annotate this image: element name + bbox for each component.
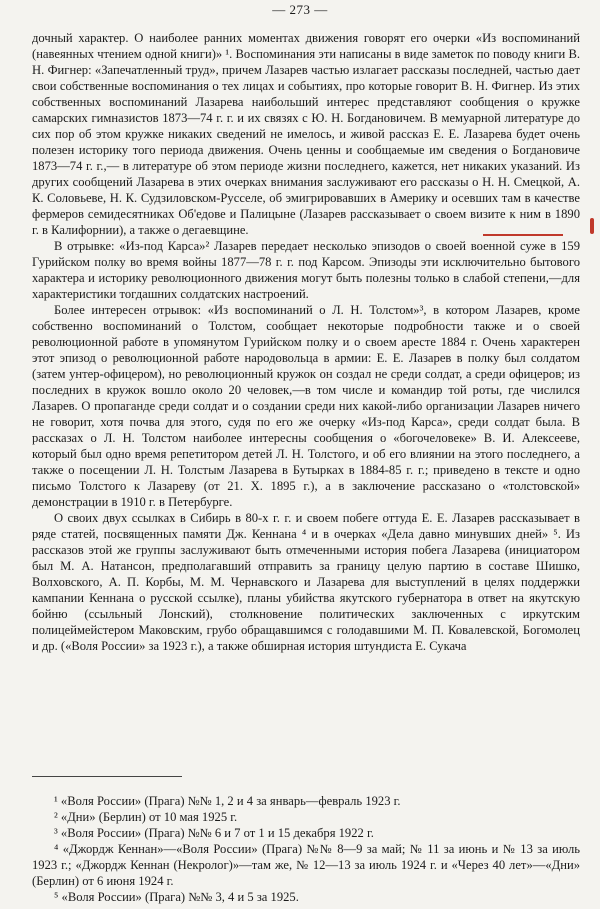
footnote-4: ⁴ «Джордж Кеннан»—«Воля России» (Прага) №№ 8—9 за май; № 11 за июнь и № 13 за июль 1923 г.; «Джордж Кеннан (Некролог)»—там же, № 12—13 за июль 1924 г. и «Через 40 лет»—«Дни» (Берлин) от 6 июня 1924 г. (32, 842, 580, 888)
paragraph-4: О своих двух ссылках в Сибирь в 80-х г. г. и своем побеге оттуда Е. Е. Лазарев рассказывает в ряде статей, посвященных памяти Дж. Кеннана ⁴ и в очерках «Дела давно минувших дней» ⁵. Из рассказов этой же группы заслуживают быть отмеченными история побега Лазарева (инициатором был М. А. Натансон, предполагавший отправить за границу целую партию в составе Шишко, Волховского, А. П. Корбы, М. М. Чернавского и Лазарева для выступлений в целях поддержки кампании Кеннана о русской ссылке), планы убийства якутского губернатора в ответ на якутскую бойню (ссыльный Лонский), столкновение политических заключенных с иркутским полицеймейстером Маковским, грубо обращавшимся с голодавшими М. П. Ковалевской, Богомолец и др. («Воля России» за 1923 г.), а также обширная история штундиста Е. Сукача (32, 511, 580, 653)
paragraph-3: Более интересен отрывок: «Из воспоминаний о Л. Н. Толстом»³, в котором Лазарев, кроме собственно воспоминаний о Толстом, сообщает некоторые подробности также и о своей революционной работе в упомянутом Гурийском полку и о своем аресте 1884 г. Очень характерен этот эпизод о революционной работе народовольца в армии: Е. Е. Лазарев в полку был солдатом (затем унтер-офицером), но революционный кружок он создал не среди солдат, а среди офицеров; из последних в кружок вошло около 20 человек,—в том числе и командир той роты, где числился Лазарев. О пропаганде среди солдат и о создании среди них какой-либо организации Лазарев ничего не говорит, хотя почва для этого, судя по его же очерку «Из-под Карса», среди солдат была. В рассказах о Л. Н. Толстом наиболее интересны сообщения о «богочеловеке» В. И. Алексееве, который был одно время репетитором детей Л. Н. Толстого, и об его влиянии на этого последнего, а также о посещении Л. Н. Толстым Лазарева в Бутырках в 1884-85 г. г.; приведено в тексте и одно письмо Толстого к Лазареву (от 21. X. 1895 г.), а в заключение рассказано о «толстовской» демонстрации в 1910 г. в Петербурге. (32, 303, 580, 509)
body-text (32, 30, 580, 654)
paragraph-1: дочный характер. О наиболее ранних моментах движения говорят его очерки «Из воспоминаний (навеянных чтением одной книги)» ¹. Воспоминания эти написаны в виде заметок по поводу книги В. Н. Фигнер: «Запечатленный труд», причем Лазарев частью излагает рассказы последней, частью дает свои собственные воспоминания о тех лицах и событиях, про которые говорит В. Н. Фигнер. Из этих собственных воспоминаний Лазарева наибольший интерес представляют сообщения о кружке самарских гимназистов 1873—74 г. г. и их связях с Ю. Н. Богдановичем. В мемуарной литературе до сих пор об этом кружке никаких сведений не имелось, и живой рассказ Е. Е. Лазарева будет очень полезен историку того периода движения. Очень ценны и сообщаемые им сведения о Богдановиче 1873—74 г. г.,— в литературе об этом периоде жизни последнего, кажется, нет никаких указаний. Из других сообщений Лазарева в этих очерках внимания заслуживают его рассказы о Н. Н. Смецкой, А. К. Соловьеве, Н. К. Судзиловском-Русселе, об эмигрировавших в Америку и осевших там в качестве фермеров семидесятниках Об'едове и Палицыне (Лазарев рассказывает о своем визите к ним в 1890 г. в Калифорнии), а также о дегаевщине. (32, 31, 580, 237)
footnote-divider (32, 776, 182, 777)
footnotes (32, 793, 580, 905)
footnote-5: ⁵ «Воля России» (Прага) №№ 3, 4 и 5 за 1925. (54, 890, 299, 904)
footnote-1: ¹ «Воля России» (Прага) №№ 1, 2 и 4 за январь—февраль 1923 г. (54, 794, 401, 808)
footnote-3: ³ «Воля России» (Прага) №№ 6 и 7 от 1 и 15 декабря 1922 г. (54, 826, 374, 840)
page-number: — 273 — (272, 2, 328, 17)
margin-ink-mark (590, 218, 594, 234)
footnote-2: ² «Дни» (Берлин) от 10 мая 1925 г. (54, 810, 238, 824)
paragraph-2: В отрывке: «Из-под Карса»² Лазарев передает несколько эпизодов о своей военной суже в 159 Гурийском полку во время войны 1877—78 г. г. под Карсом. Эпизоды эти исключительно бытового характера и историку революционного движения могут быть полезны только в слабой степени,—для характеристики тогдашних солдатских настроений. (32, 239, 580, 301)
handwritten-underline (483, 234, 563, 236)
